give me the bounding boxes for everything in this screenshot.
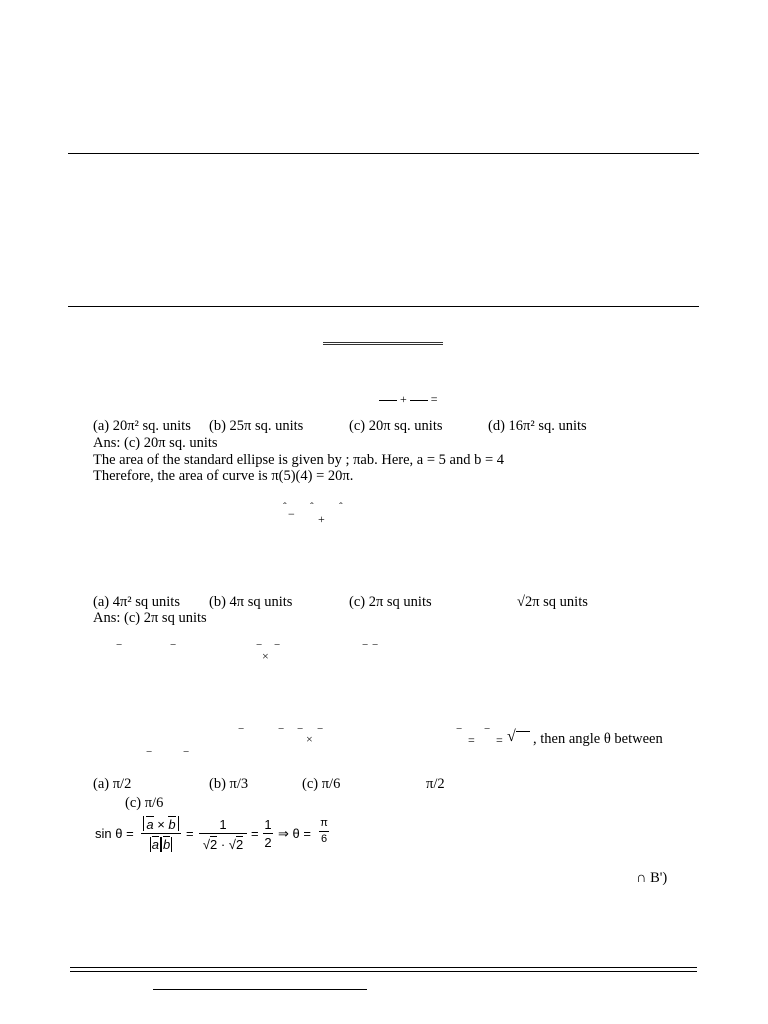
q3-cross-2: ×	[306, 732, 313, 746]
q1-answer: Ans: (c) 20π sq. units	[93, 435, 218, 451]
q2-option-a: (a) 4π² sq units	[93, 594, 180, 610]
q3-bar-10: −	[317, 723, 324, 735]
formula-lhs: sin θ =	[95, 826, 134, 841]
formula-fraction-2: 1 √2 · √2	[199, 818, 247, 851]
q2-plus: +	[318, 512, 325, 526]
top-rule	[68, 153, 699, 154]
q2-hat-3: ˆ	[339, 501, 343, 513]
q3-answer: (c) π/6	[125, 795, 164, 811]
q3-bar-12: −	[484, 723, 491, 735]
q3-bar-3: −	[256, 639, 263, 651]
q2-minus: −	[288, 507, 295, 521]
q2-answer: Ans: (c) 2π sq units	[93, 610, 207, 626]
q2-hat-2: ˆ	[310, 501, 314, 513]
q3-bar-11: −	[456, 723, 463, 735]
footer-double-rule	[70, 967, 697, 972]
heading-underline	[323, 342, 443, 345]
q1-option-c: (c) 20π sq. units	[349, 418, 443, 434]
q3-text-tail: , then angle θ between	[533, 731, 663, 747]
q1-explanation-line-1: The area of the standard ellipse is given by ; πab. Here, a = 5 and b = 4	[93, 452, 505, 468]
q1-option-a: (a) 20π² sq. units	[93, 418, 191, 434]
q3-formula	[93, 814, 353, 864]
q1-option-d: (d) 16π² sq. units	[488, 418, 587, 434]
q3-bar-5: −	[362, 639, 369, 651]
q4-fragment: ∩ B')	[636, 870, 668, 886]
q3-sqrt: √	[507, 729, 530, 745]
q3-bar-8: −	[278, 723, 285, 735]
q3-option-b: (b) π/3	[209, 776, 249, 792]
q3-bar-1: −	[116, 639, 123, 651]
footer-short-rule	[153, 989, 367, 990]
formula-eq-2: =	[251, 826, 259, 841]
q3-bar-9: −	[297, 723, 304, 735]
q3-equals-2: =	[496, 733, 503, 747]
q3-option-c: (c) π/6	[302, 776, 341, 792]
q1-option-b: (b) 25π sq. units	[209, 418, 304, 434]
formula-fraction-4: π 6	[320, 817, 328, 845]
q2-hat-1: ˆ	[283, 501, 287, 513]
q2-option-d: √2π sq units	[517, 594, 588, 610]
q3-option-a: (a) π/2	[93, 776, 132, 792]
q3-option-d: π/2	[426, 776, 445, 792]
formula-fraction-3: 1 2	[264, 817, 272, 850]
q1-explanation-line-2: Therefore, the area of curve is π(5)(4) = 20π.	[93, 468, 354, 484]
q3-cross-1: ×	[262, 649, 269, 663]
q2-option-c: (c) 2π sq units	[349, 594, 432, 610]
q3-bar-4: −	[274, 639, 281, 651]
section-rule	[68, 306, 699, 307]
q3-bar-14: −	[183, 746, 190, 758]
formula-implies: ⇒ θ =	[278, 826, 311, 841]
q2-option-b: (b) 4π sq units	[209, 594, 293, 610]
q3-equals-1: =	[468, 733, 475, 747]
q3-bar-2: −	[170, 639, 177, 651]
q3-bar-13: −	[146, 746, 153, 758]
q3-bar-6: −	[372, 639, 379, 651]
q1-equation-fragment: + =	[379, 393, 438, 405]
formula-eq-1: =	[186, 826, 194, 841]
q3-bar-7: −	[238, 723, 245, 735]
formula-fraction-1: a × b a b	[141, 816, 181, 851]
